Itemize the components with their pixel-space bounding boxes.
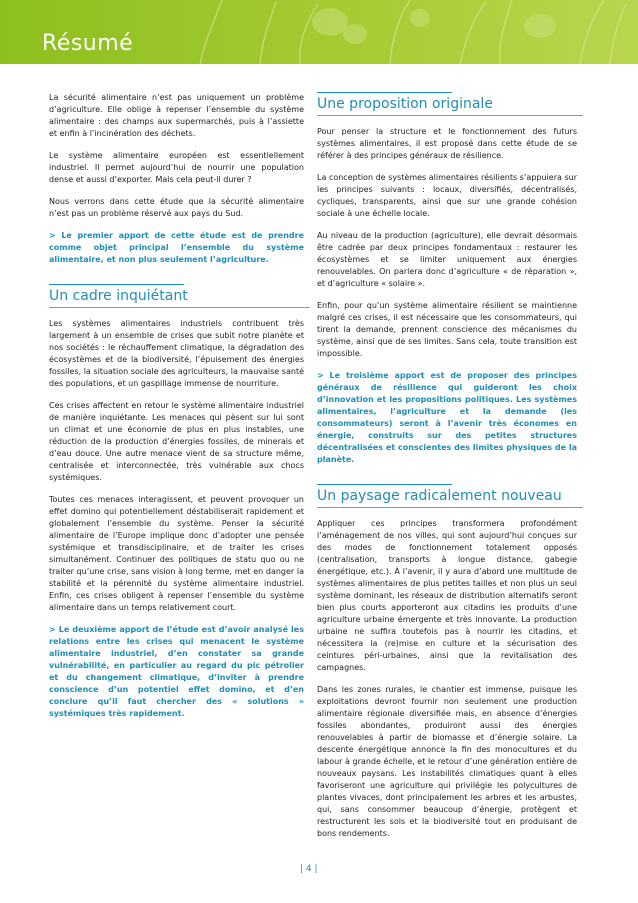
body-paragraph: Les systèmes alimentaires industriels contribuent très largement à un ensemble de crises que subit notre planète et nos sociétés : le réchauffement climatique, la dégradation des écosystèmes et de la biodiversité, l’épuisement des énergies fossiles, la situation sociale des agriculteurs, la mauvaise santé des populations, et un gaspillage immense de nourriture. (49, 319, 304, 388)
section-heading: Un cadre inquiétant (49, 288, 310, 308)
section-heading-block (49, 284, 304, 308)
body-paragraph: La conception de systèmes alimentaires résilients s’appuiera sur les principes suivants : locaux, diversifiés, décentralisés, cycliques, transparents, ainsi que sur une grande cohésion sociale à une échelle locale. (317, 173, 577, 218)
header-banner (0, 0, 638, 64)
body-paragraph: Ces crises affectent en retour le système alimentaire industriel de manière inquiétante. Les menaces qui pèsent sur lui sont un climat et une économie de plus en plus instables, une réduction de la production d’énergies fossiles, de minerais et d’eau douce. Une autre menace vient de sa structure même, centralisée et interconnectée, très vulnérable aux chocs systémiques. (49, 401, 304, 482)
highlight-paragraph: > Le premier apport de cette étude est de prendre comme objet principal l’ensemble du système alimentaire, et non plus seulement l’agriculture. (49, 231, 304, 264)
heading-rule (317, 484, 452, 485)
page-title: Résumé (42, 31, 134, 56)
highlight-paragraph: > Le deuxième apport de l’étude est d’avoir analysé les relations entre les crises qui menacent le système alimentaire industriel, d’en constater sa grande vulnérabilité, en particulier au regard du pic pétrolier et du changement climatique, d’inviter à prendre conscience d’un potentiel effet domino, et d’en conclure qu’il faut chercher des « solutions » systémiques très rapidement. (49, 625, 304, 718)
body-paragraph: Toutes ces menaces interagissent, et peuvent provoquer un effet domino qui potentiellement déstabiliserait rapidement et globalement l’ensemble du système. Penser la sécurité alimentaire de l’Europe implique donc d’adopter une pensée systémique et transdisciplinaire, et de traiter les crises simultanément. Continuer des politiques de statu quo ou ne traiter qu’une crise, sans vision à long terme, met en danger la stabilité et la pérennité du système alimentaire industriel. Enfin, ces crises obligent à repenser l’ensemble du système alimentaire dans un temps relativement court. (49, 495, 304, 612)
intro-paragraph: Nous verrons dans cette étude que la sécurité alimentaire n’est pas un problème réservé aux pays du Sud. (49, 197, 304, 218)
right-column (317, 92, 577, 850)
intro-paragraph: La sécurité alimentaire n’est pas uniquement un problème d’agriculture. Elle oblige à repenser l’ensemble du système alimentaire : des champs aux supermarchés, puis à l’assiette et enfin à l’incinération des déchets. (49, 93, 304, 138)
body-paragraph: Dans les zones rurales, le chantier est immense, puisque les exploitations devront fournir non seulement une production alimentaire régionale diversifiée mais, en absence d’énergies fossiles abondantes, produiront aussi des énergies renouvelables à partir de biomasse et d’énergie solaire. La descente énergétique annonce la fin des monocultures et du labour à grande échelle, et le retour d’une génération entière de nouveaux paysans. Les instabilités climatiques quant à elles favoriseront une agriculture qui privilégie les polycultures de plantes vivaces, dont principalement les arbres et les arbustes, qui, sans consommer beaucoup d’énergie, protègent et restructurent les sols et la biodiversité tout en produisant de bons rendements. (317, 685, 577, 838)
section-heading: Un paysage radicalement nouveau (317, 488, 583, 508)
body-paragraph: Pour penser la structure et le fonctionnement des futurs systèmes alimentaires, il est proposé dans cette étude de se référer à des principes généraux de résilience. (317, 127, 577, 160)
heading-rule (49, 284, 184, 285)
body-paragraph: Appliquer ces principes transformera profondément l’aménagement de nos villes, qui sont aujourd’hui conçues sur des modes de fonctionnement totalement opposés (centralisation, transports à longue distance, gabegie énergétique, etc.). À l’avenir, il y aura d’abord une multitude de systèmes alimentaires de plus petites tailles et non plus un seul système dominant, les réseaux de distribution alternatifs seront bien plus courts apporteront aux citadins les produits d’une agriculture urbaine émergente et très innovante. La production urbaine ne suffira toutefois pas à nourrir les citadins, et nécessitera la (re)mise en culture et la sécurisation des ceintures péri-urbaines, ainsi que la revitalisation des campagnes. (317, 519, 577, 672)
highlight-paragraph: > Le troisième apport est de proposer des principes généraux de résilience qui guideront les choix d’innovation et les propositions politiques. Les systèmes alimentaires, l’agriculture et la demande (les consommateurs) seront à l’avenir très économes en énergie, construits sur des petites structures décentralisées et conscientes des limites physiques de la planète. (317, 371, 577, 464)
left-column (49, 92, 304, 730)
page-number: | 4 | (300, 864, 318, 874)
body-paragraph: Enfin, pour qu’un système alimentaire résilient se maintienne malgré ces crises, il est nécessaire que les consommateurs, qui tirent la demande, prennent conscience des mécanismes du système, ainsi que de ses limites. Sans cela, toute transition est impossible. (317, 301, 577, 358)
intro-paragraph: Le système alimentaire européen est essentiellement industriel. Il permet aujourd’hui de nourrir une population dense et aussi d’exporter. Mais cela peut-il durer ? (49, 151, 304, 184)
heading-rule (317, 92, 452, 93)
section-heading: Une proposition originale (317, 96, 583, 116)
section-heading-block (317, 484, 577, 508)
section-heading-block (317, 92, 577, 116)
body-paragraph: Au niveau de la production (agriculture), elle devrait désormais être cadrée par deux principes fondamentaux : restaurer les écosystèmes et se limiter uniquement aux énergies renouvelables. On parlera donc d’agriculture « de réparation », et d’agriculture « solaire ». (317, 231, 577, 288)
